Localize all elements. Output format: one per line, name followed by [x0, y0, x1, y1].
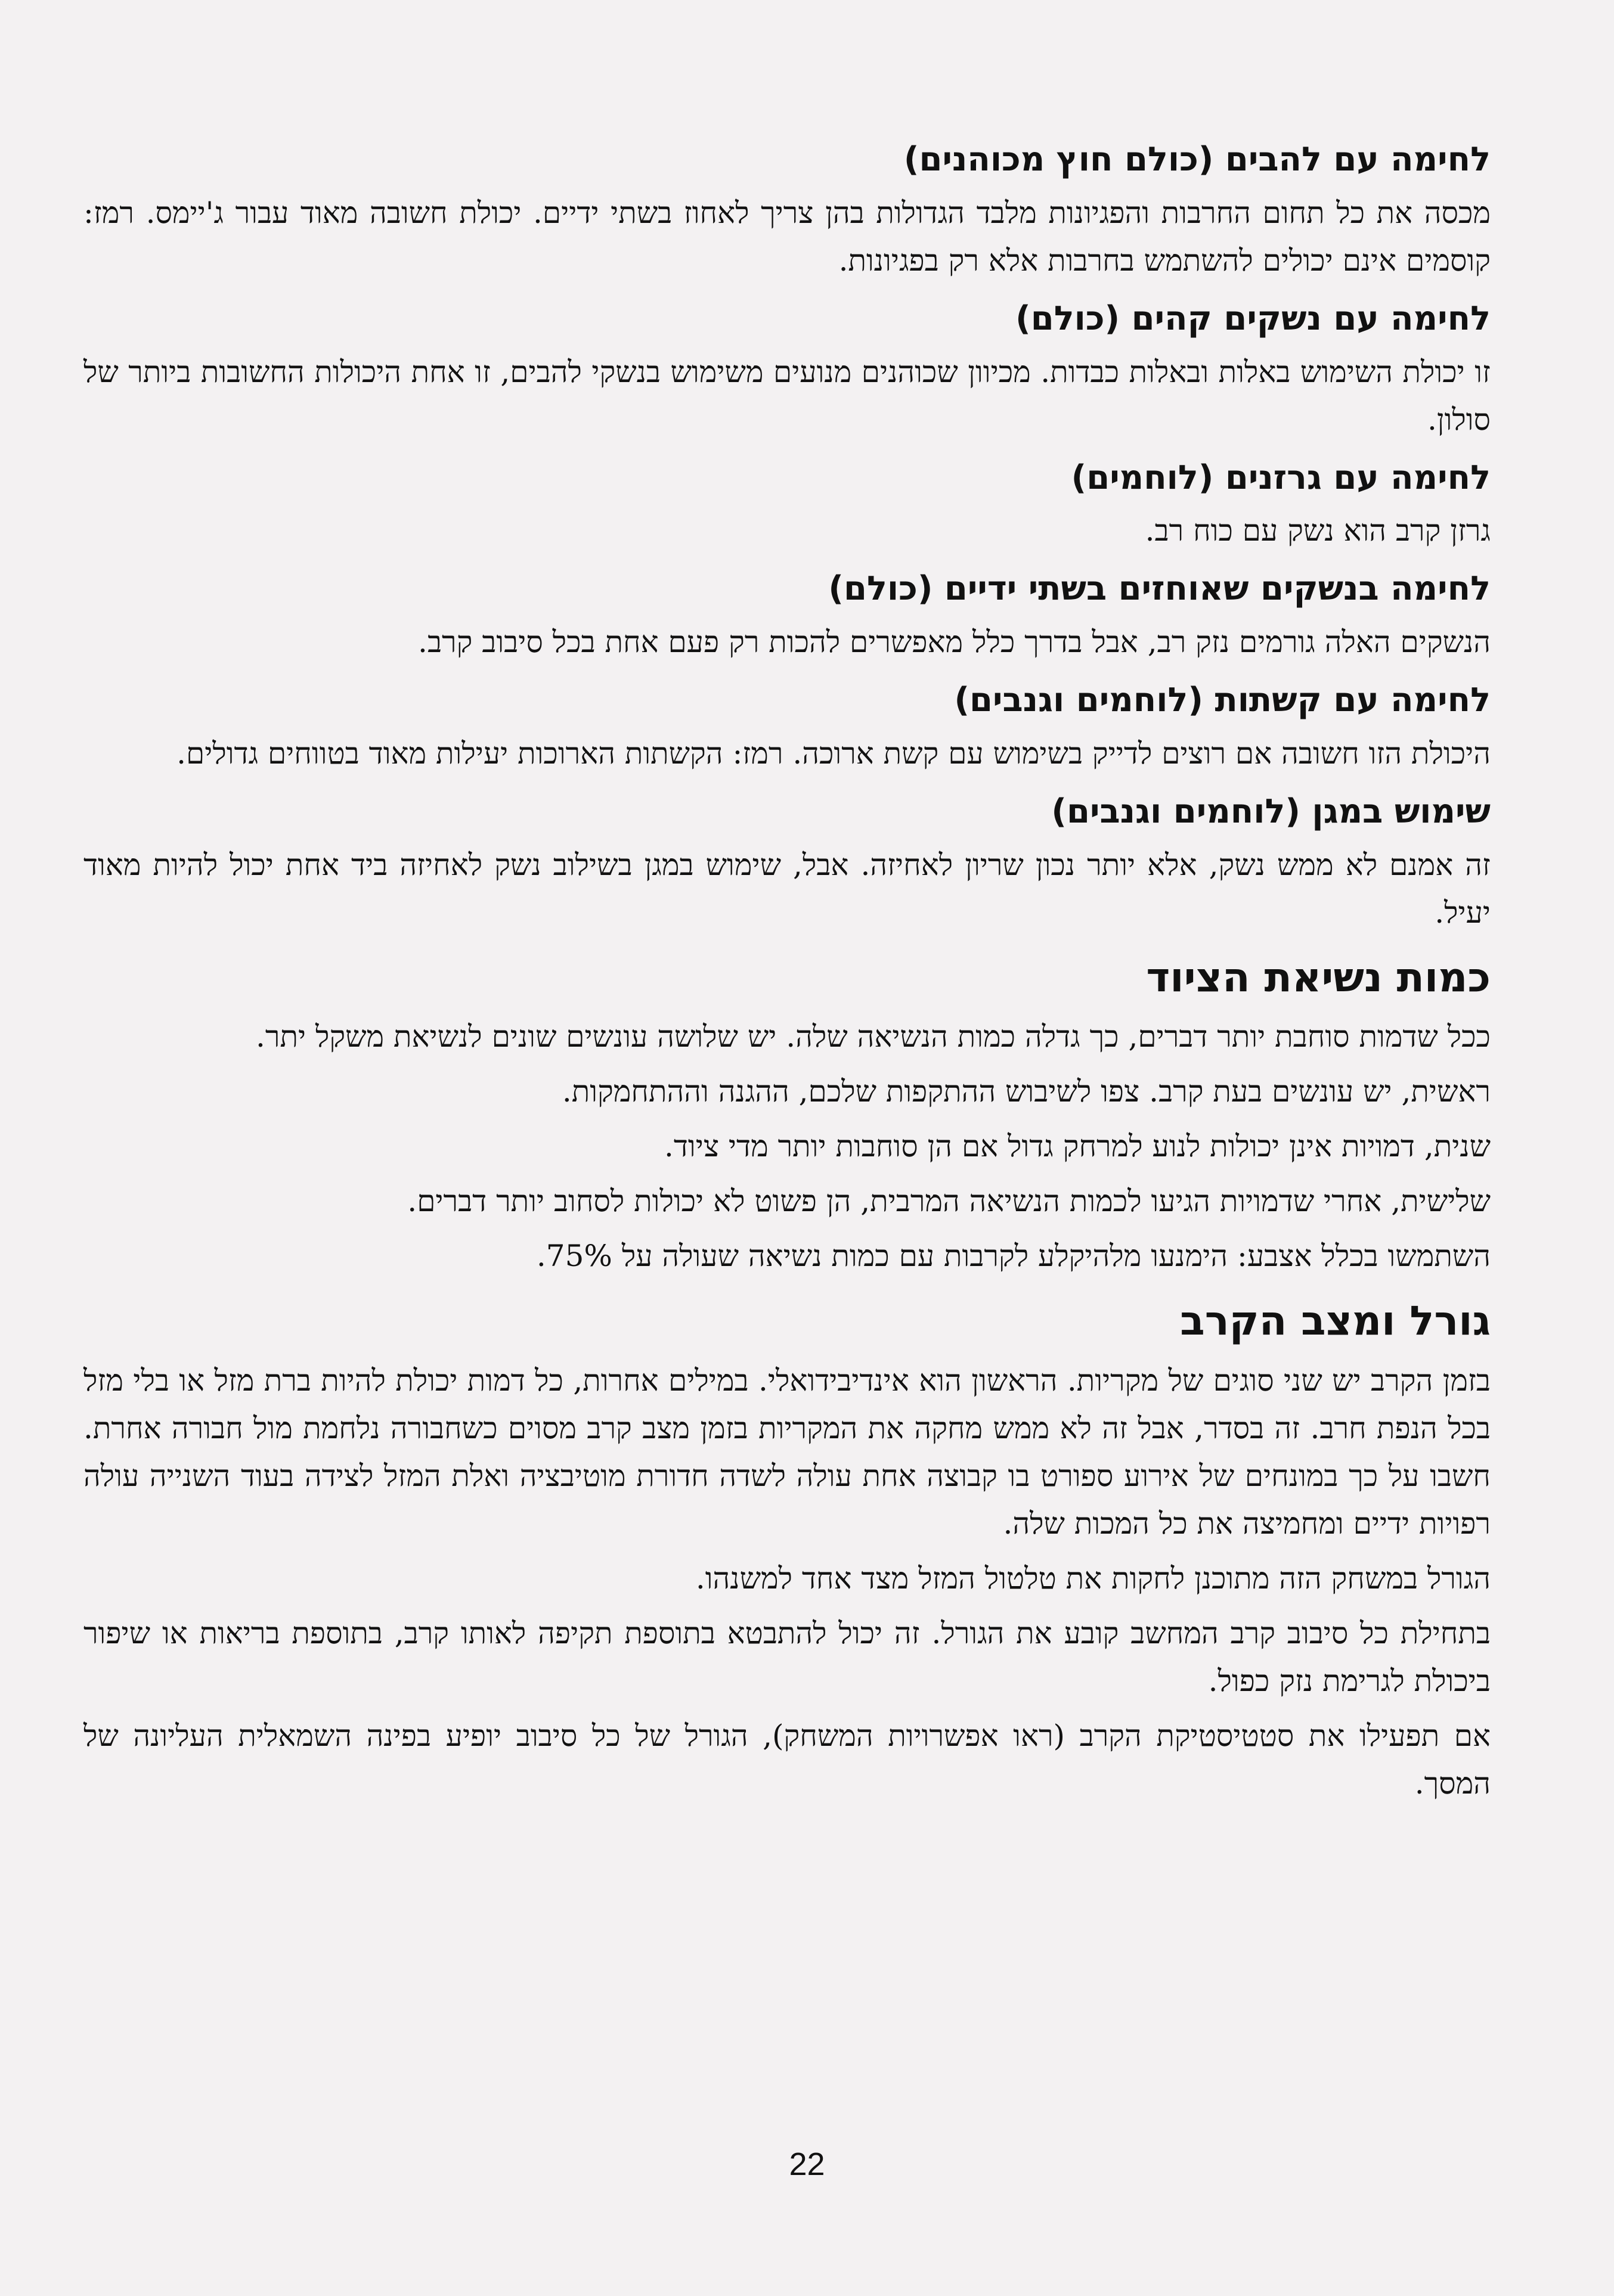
section-carry	[83, 952, 1491, 1280]
section-two-handed	[83, 567, 1491, 666]
section-paragraph: בתחילת כל סיבוב קרב המחשב קובע את הגורל. זה יכול להתבטא בתוספת תקיפה לאותו קרב, בתוספת בריאות או שיפור ביכולת לגרימת נזק כפול.	[83, 1615, 1491, 1698]
section-title: כמות נשיאת הציוד	[1146, 954, 1491, 1001]
section-paragraph: שלישית, אחרי שדמויות הגיעו לכמות הנשיאה המרבית, הן פשוט לא יכולות לסחוב יותר דברים.	[407, 1184, 1491, 1219]
section-heading: לחימה עם קשתות (לוחמים וגנבים)	[954, 681, 1491, 720]
section-paragraph: מכסה את כל תחום החרבות והפגיונות מלבד הגדולות בהן צריך לאחוז בשתי ידיים. יכולת חשובה מאוד עבור ג'יימס. רמז: קוסמים אינם יכולים להשתמש בחרבות אלא רק בפגיונות.	[83, 195, 1491, 278]
section-paragraph: גרזן קרב הוא נשק עם כוח רב.	[1145, 513, 1491, 548]
section-bows	[83, 679, 1491, 777]
section-heading: שימוש במגן (לוחמים וגנבים)	[1051, 792, 1491, 831]
page-content	[83, 125, 1491, 1814]
section-paragraph: שנית, דמויות אינן יכולות לנוע למרחק גדול אם הן סוחבות יותר מדי ציוד.	[664, 1129, 1491, 1164]
section-title: גורל ומצב הקרב	[1180, 1298, 1491, 1345]
section-paragraph: אם תפעילו את סטטיסטיקת הקרב (ראו אפשרויות המשחק), הגורל של כל סיבוב יופיע בפינה השמאלית העליונה של המסך.	[83, 1718, 1491, 1801]
section-paragraph: זה אמנם לא ממש נשק, אלא יותר נכון שריון לאחיזה. אבל, שימוש במגן בשילוב נשק לאחיזה ביד אחת יכול להיות מאוד יעיל.	[83, 847, 1491, 930]
section-paragraph: זו יכולת השימוש באלות ובאלות כבדות. מכיוון שכוהנים מנועים משימוש בנשקי להבים, זו אחת היכולות החשובות ביותר של סולון.	[83, 354, 1491, 437]
section-paragraph: ראשית, יש עונשים בעת קרב. צפו לשיבוש ההתקפות שלכם, ההגנה וההתחמקות.	[562, 1074, 1491, 1109]
section-blunt	[83, 297, 1491, 443]
section-blades	[83, 138, 1491, 284]
section-paragraph: הגורל במשחק הזה מתוכנן לחקות את טלטול המזל מצד אחד למשנהו.	[695, 1560, 1491, 1596]
section-paragraph: בזמן הקרב יש שני סוגים של מקריות. הראשון הוא אינדיבידואלי. במילים אחרות, כל דמות יכולת להיות ברת מזל או בלי מזל בכל הנפת חרב. זה בסדר, אבל זה לא ממש מחקה את המקריות בזמן מצב קרב מסוים כשחבורה נלחמת מול חבורה אחרת. חשבו על כך במונחים של אירוע ספורט בו קבוצה אחת עולה לשדה חדורת מוטיבציה ואלת המזל לצידה בעוד השנייה עולה רפויות ידיים ומחמיצה את כל המכות שלה.	[83, 1363, 1491, 1541]
section-heading: לחימה עם נשקים קהים (כולם)	[1015, 299, 1491, 338]
section-shield	[83, 790, 1491, 936]
section-fate	[83, 1295, 1491, 1807]
section-axes	[83, 457, 1491, 555]
section-heading: לחימה עם גרזנים (לוחמים)	[1071, 458, 1491, 497]
section-heading: לחימה בנשקים שאוחזים בשתי ידיים (כולם)	[828, 569, 1491, 609]
section-paragraph: היכולת הזו חשובה אם רוצים לדייק בשימוש עם קשת ארוכה. רמז: הקשתות הארוכות יעילות מאוד בטווחים גדולים.	[176, 736, 1491, 771]
section-paragraph: השתמשו בכלל אצבע: הימנעו מלהיקלע לקרבות עם כמות נשיאה שעולה על 75%.	[536, 1239, 1491, 1274]
page-number: 22	[789, 2146, 825, 2182]
section-paragraph: ככל שדמות סוחבת יותר דברים, כך גדלה כמות הנשיאה שלה. יש שלושה עונשים שונים לנשיאת משקל יתר.	[256, 1019, 1491, 1054]
section-heading: לחימה עם להבים (כולם חוץ מכוהנים)	[903, 140, 1491, 179]
section-paragraph: הנשקים האלה גורמים נזק רב, אבל בדרך כלל מאפשרים להכות רק פעם אחת בכל סיבוב קרב.	[418, 625, 1491, 660]
